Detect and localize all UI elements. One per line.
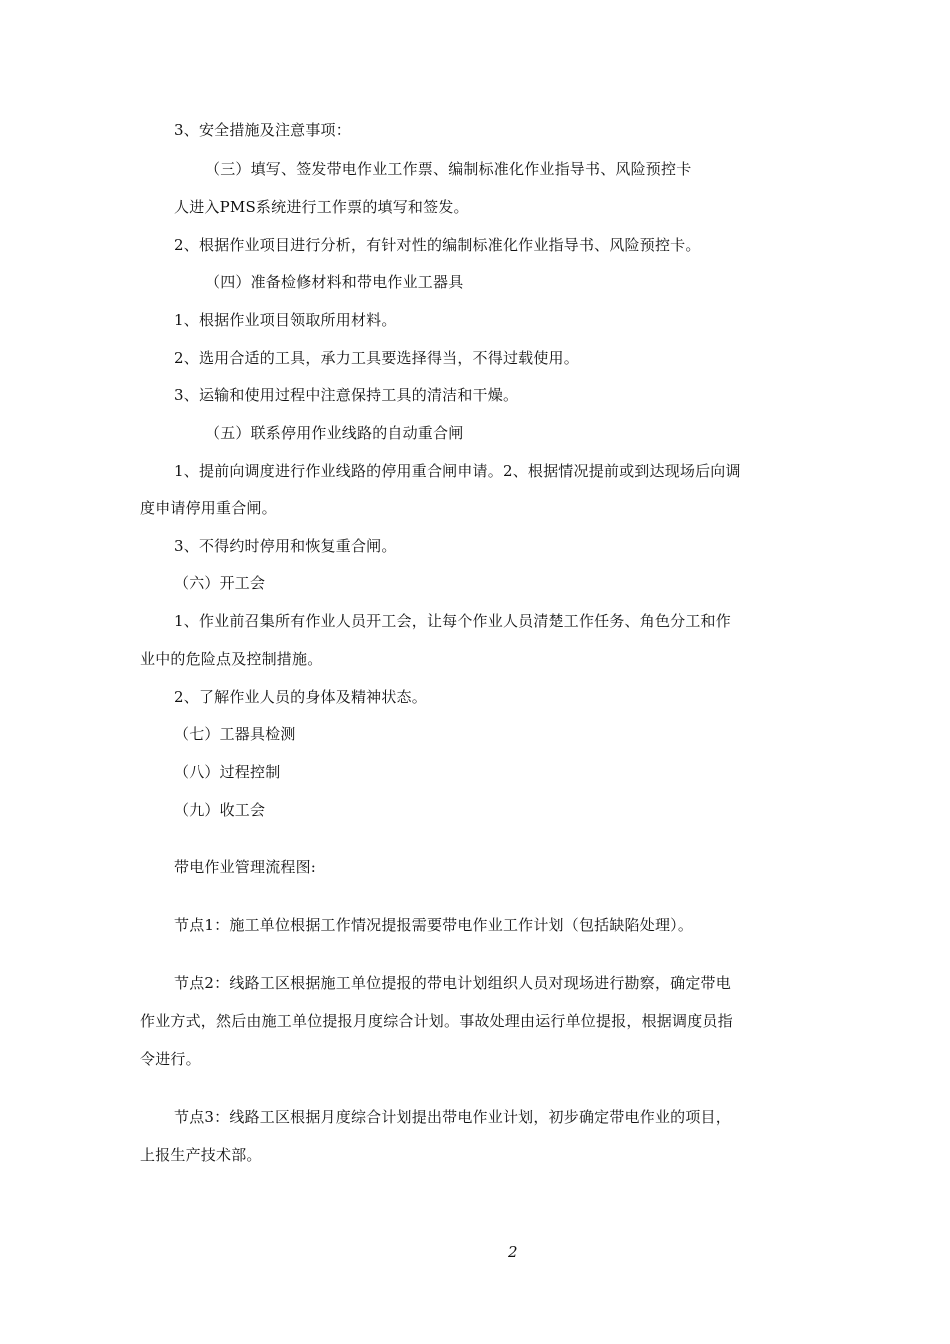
section-heading: （三）填写、签发带电作业工作票、编制标准化作业指导书、风险预控卡: [205, 160, 692, 178]
text-line: 2、选用合适的工具，承力工具要选择得当，不得过载使用。: [174, 349, 579, 367]
text-line: 人进入PMS系统进行工作票的填写和签发。: [174, 198, 469, 216]
text-line: 3、运输和使用过程中注意保持工具的清洁和干燥。: [174, 386, 519, 404]
text-line: 作业方式，然后由施工单位提报月度综合计划。事故处理由运行单位提报，根据调度员指: [140, 1012, 733, 1030]
node-description: 节点2：线路工区根据施工单位提报的带电计划组织人员对现场进行勘察，确定带电: [174, 974, 731, 992]
text-line: 度申请停用重合闸。: [140, 499, 277, 517]
text-line: 上报生产技术部。: [140, 1146, 262, 1164]
section-heading: （四）准备检修材料和带电作业工器具: [205, 273, 464, 291]
text-line: 1、提前向调度进行作业线路的停用重合闸申请。2、根据情况提前或到达现场后向调: [174, 462, 741, 480]
text-line: 令进行。: [140, 1050, 201, 1068]
section-heading: （七）工器具检测: [174, 725, 296, 743]
text-line: 业中的危险点及控制措施。: [140, 650, 323, 668]
node-description: 节点1：施工单位根据工作情况提报需要带电作业工作计划（包括缺陷处理）。: [174, 916, 694, 934]
text-line: 1、根据作业项目领取所用材料。: [174, 311, 397, 329]
text-line: 2、根据作业项目进行分析，有针对性的编制标准化作业指导书、风险预控卡。: [174, 236, 701, 254]
section-heading: （五）联系停用作业线路的自动重合闸: [205, 424, 464, 442]
text-line: 3、安全措施及注意事项：: [174, 121, 351, 139]
section-heading: （九）收工会: [174, 801, 266, 819]
text-line: 2、了解作业人员的身体及精神状态。: [174, 688, 427, 706]
page-number: 2: [508, 1243, 518, 1261]
section-heading: （六）开工会: [174, 574, 266, 592]
flowchart-caption: 带电作业管理流程图:: [174, 858, 317, 876]
section-heading: （八）过程控制: [174, 763, 281, 781]
text-line: 1、作业前召集所有作业人员开工会，让每个作业人员清楚工作任务、角色分工和作: [174, 612, 731, 630]
text-line: 3、不得约时停用和恢复重合闸。: [174, 537, 397, 555]
node-description: 节点3：线路工区根据月度综合计划提出带电作业计划，初步确定带电作业的项目，: [174, 1108, 731, 1126]
